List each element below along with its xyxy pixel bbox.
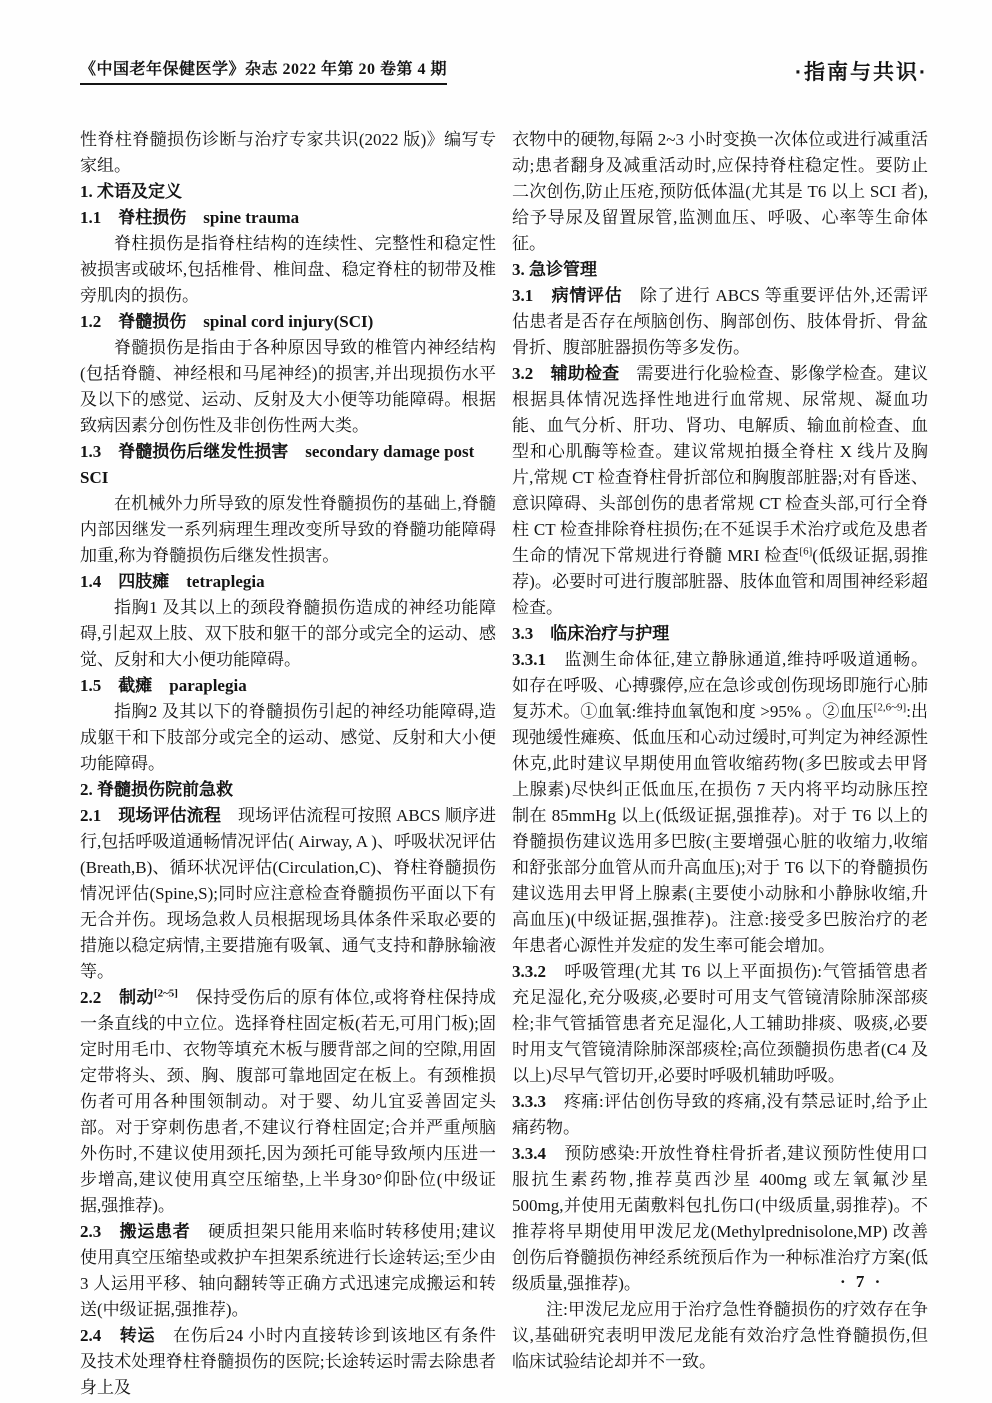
- text-segment: 脊髓损伤是指由于各种原因导致的椎管内神经结构(包括脊髓、神经根和马尾神经)的损害,并出现损伤水平及以下的感觉、运动、反射及大小便等功能障碍。根据致病因素分创伤性及非创伤性两大类。: [80, 338, 496, 435]
- definition-paragraph: [80, 231, 496, 309]
- note-paragraph: [512, 1297, 928, 1375]
- text-segment: 1.3 脊髓损伤后继发性损害 secondary damage post SCI: [80, 442, 475, 487]
- text-segment: 3.3.2: [512, 962, 546, 981]
- numbered-paragraph-3-3-3: [512, 1089, 928, 1141]
- superscript-reference: [2~5]: [153, 987, 178, 1000]
- text-segment: 1.2 脊髓损伤 spinal cord injury(SCI): [80, 312, 374, 331]
- text-segment: 1. 术语及定义: [80, 182, 182, 201]
- paragraph-continuation: [80, 127, 496, 179]
- text-segment: 在机械外力所导致的原发性脊髓损伤的基础上,脊髓内部因继发一系列病理生理改变所导致的脊髓功能障碍加重,称为脊髓损伤后继发性损害。: [80, 494, 496, 565]
- section-heading-3: [512, 257, 928, 283]
- text-segment: :出现弛缓性瘫痪、低血压和心动过缓时,可判定为神经源性休克,此时建议早期使用血管收缩药物(多巴胺或去甲肾上腺素)尽快纠正低血压,在损伤 7 天内将平均动脉压控制在 85mmHg 以上(低级证据,强推荐)。对于 T6 以上的脊髓损伤建议选用多巴胺(主要增强心脏的收缩力,收缩和舒张部分血管从而升高血压);对于 T6 以下的脊髓损伤建议选用去甲肾上腺素(主要使小动脉和小静脉收缩,升高血压)(中级证据,强推荐)。注意:接受多巴胺治疗的老年患者心源性并发症的发生率可能会增加。: [512, 702, 928, 955]
- definition-paragraph: [80, 699, 496, 777]
- text-segment: 2.4 转运: [80, 1326, 156, 1345]
- term-heading-1-5: [80, 673, 496, 699]
- term-heading-1-2: [80, 309, 496, 335]
- text-segment: 3.3.3: [512, 1092, 546, 1111]
- text-segment: 1.4 四肢瘫 tetraplegia: [80, 572, 265, 591]
- text-segment: 疼痛:评估创伤导致的疼痛,没有禁忌证时,给予止痛药物。: [512, 1092, 928, 1137]
- text-segment: (低级证据,弱推荐)。必要时可进行腹部脏器、肢体血管和周围神经彩超检查。: [512, 546, 928, 617]
- text-segment: 预防感染:开放性脊柱骨折者,建议预防性使用口服抗生素药物,推荐莫西沙星 400mg 或左氧氟沙星 500mg,并使用无菌敷料包扎伤口(中级质量,弱推荐)。不推荐将早期使用甲泼尼龙(Methylprednisolone,MP) 改善创伤后脊髓损伤神经系统预后作为一种标准治疗方案(低级质量,强推荐)。: [512, 1144, 928, 1293]
- definition-paragraph: [80, 595, 496, 673]
- subsection-heading-3-3: [512, 621, 928, 647]
- text-segment: 2.3 搬运患者: [80, 1222, 191, 1241]
- right-column: [512, 127, 928, 1401]
- text-segment: 在伤后24 小时内直接转诊到该地区有条件及技术处理脊柱脊髓损伤的医院;长途转运时需去除患者身上及: [80, 1326, 496, 1397]
- text-segment: 1.5 截瘫 paraplegia: [80, 676, 247, 695]
- text-segment: 衣物中的硬物,每隔 2~3 小时变换一次体位或进行减重活动;患者翻身及减重活动时,应保持脊柱稳定性。要防止二次创伤,防止压疮,预防低体温(尤其是 T6 以上 SCI 者),给予导尿及留置尿管,监测血压、呼吸、心率等生命体征。: [512, 130, 928, 253]
- numbered-paragraph-3-1: [512, 283, 928, 361]
- text-segment: 2.1 现场评估流程: [80, 806, 221, 825]
- text-segment: 3.1 病情评估: [512, 286, 623, 305]
- numbered-paragraph-3-3-1: [512, 647, 928, 959]
- left-column: [80, 127, 496, 1401]
- text-segment: 指胸1 及其以上的颈段脊髓损伤造成的神经功能障碍,引起双上肢、双下肢和躯干的部分或完全的运动、感觉、反射和大小便功能障碍。: [80, 598, 496, 669]
- superscript-reference: [2,6~9]: [873, 701, 907, 714]
- term-heading-1-4: [80, 569, 496, 595]
- text-segment: 保持受伤后的原有体位,或将脊柱保持成一条直线的中立位。选择脊柱固定板(若无,可用门板);固定时用毛巾、衣物等填充木板与腰背部之间的空隙,用固定带将头、颈、胸、腹部可靠地固定在板上。有颈椎损伤者可用各种围领制动。对于婴、幼儿宜妥善固定头部。对于穿刺伤患者,不建议行脊柱固定;合并严重颅脑外伤时,不建议使用颈托,因为颈托可能导致颅内压进一步增高,建议使用真空压缩垫,上半身30°仰卧位(中级证据,强推荐)。: [80, 988, 497, 1215]
- definition-paragraph: [80, 491, 496, 569]
- article-body: [80, 127, 928, 1401]
- page-number: · 7 ·: [840, 1272, 884, 1291]
- journal-title: 《中国老年保健医学》杂志 2022 年第 20 卷第 4 期: [80, 56, 447, 85]
- text-segment: 监测生命体征,建立静脉通道,维持呼吸道通畅。如存在呼吸、心搏骤停,应在急诊或创伤现场即施行心肺复苏术。①血氧:维持血氧饱和度 >95% 。②血压: [512, 650, 928, 721]
- text-segment: 2.2 制动: [80, 988, 154, 1007]
- text-segment: 呼吸管理(尤其 T6 以上平面损伤):气管插管患者充足湿化,充分吸痰,必要时可用支气管镜清除肺深部痰栓;非气管插管患者充足湿化,人工辅助排痰、吸痰,必要时用支气管镜清除肺深部痰栓;高位颈髓损伤患者(C4 及以上)尽早气管切开,必要时呼吸机辅助呼吸。: [512, 962, 928, 1085]
- section-heading-1: [80, 179, 496, 205]
- text-segment: 3.2 辅助检查: [512, 364, 620, 383]
- numbered-paragraph-2-3: [80, 1219, 496, 1323]
- text-segment: 2. 脊髓损伤院前急救: [80, 780, 233, 799]
- term-heading-1-3: [80, 439, 496, 491]
- text-segment: 除了进行 ABCS 等重要评估外,还需评估患者是否存在颅脑创伤、胸部创伤、肢体骨折、骨盆骨折、腹部脏器损伤等多发伤。: [512, 286, 928, 357]
- text-segment: 注:甲泼尼龙应用于治疗急性脊髓损伤的疗效存在争议,基础研究表明甲泼尼龙能有效治疗急性脊髓损伤,但临床试验结论却并不一致。: [512, 1300, 928, 1371]
- term-heading-1-1: [80, 205, 496, 231]
- numbered-paragraph-3-3-2: [512, 959, 928, 1089]
- superscript-reference: [6]: [799, 545, 813, 558]
- text-segment: 3.3.4: [512, 1144, 546, 1163]
- numbered-paragraph-3-2: [512, 361, 928, 621]
- numbered-paragraph-2-4: [80, 1323, 496, 1401]
- text-segment: 脊柱损伤是指脊柱结构的连续性、完整性和稳定性被损害或破坏,包括椎骨、椎间盘、稳定脊柱的韧带及椎旁肌肉的损伤。: [80, 234, 496, 305]
- section-label: ·指南与共识·: [795, 61, 928, 84]
- text-segment: 现场评估流程可按照 ABCS 顺序进行,包括呼吸道通畅情况评估( Airway, A )、呼吸状况评估(Breath,B)、循环状况评估(Circulation,C)、脊柱脊髓损伤情况评估(Spine,S);同时应注意检查脊髓损伤平面以下有无合并伤。现场急救人员根据现场具体条件采取必要的措施以稳定病情,主要措施有吸氧、通气支持和静脉输液等。: [80, 806, 496, 981]
- text-segment: 需要进行化验检查、影像学检查。建议根据具体情况选择性地进行血常规、尿常规、凝血功能、血气分析、肝功、肾功、电解质、输血前检查、血型和心肌酶等检查。建议常规拍摄全脊柱 X 线片及胸片,常规 CT 检查脊柱骨折部位和胸腹部脏器;对有昏迷、意识障碍、头部创伤的患者常规 CT 检查头部,可行全脊柱 CT 检查排除脊柱损伤;在不延误手术治疗或危及患者生命的情况下常规进行脊髓 MRI 检查: [512, 364, 929, 565]
- definition-paragraph: [80, 335, 496, 439]
- numbered-paragraph-2-1: [80, 803, 496, 985]
- page-header: [80, 56, 928, 85]
- text-segment: 硬质担架只能用来临时转移使用;建议使用真空压缩垫或救护车担架系统进行长途转运;至少由3 人运用平移、轴向翻转等正确方式迅速完成搬运和转送(中级证据,强推荐)。: [80, 1222, 496, 1319]
- numbered-paragraph-2-2: [80, 985, 496, 1219]
- text-segment: 3.3.1: [512, 650, 546, 669]
- section-heading-2: [80, 777, 496, 803]
- text-segment: 指胸2 及其以下的脊髓损伤引起的神经功能障碍,造成躯干和下肢部分或完全的运动、感觉、反射和大小便功能障碍。: [80, 702, 496, 773]
- text-segment: 1.1 脊柱损伤 spine trauma: [80, 208, 300, 227]
- text-segment: 3.3 临床治疗与护理: [512, 624, 670, 643]
- paragraph-continuation: [512, 127, 928, 257]
- text-segment: 3. 急诊管理: [512, 260, 597, 279]
- text-segment: 性脊柱脊髓损伤诊断与治疗专家共识(2022 版)》编写专家组。: [80, 130, 496, 175]
